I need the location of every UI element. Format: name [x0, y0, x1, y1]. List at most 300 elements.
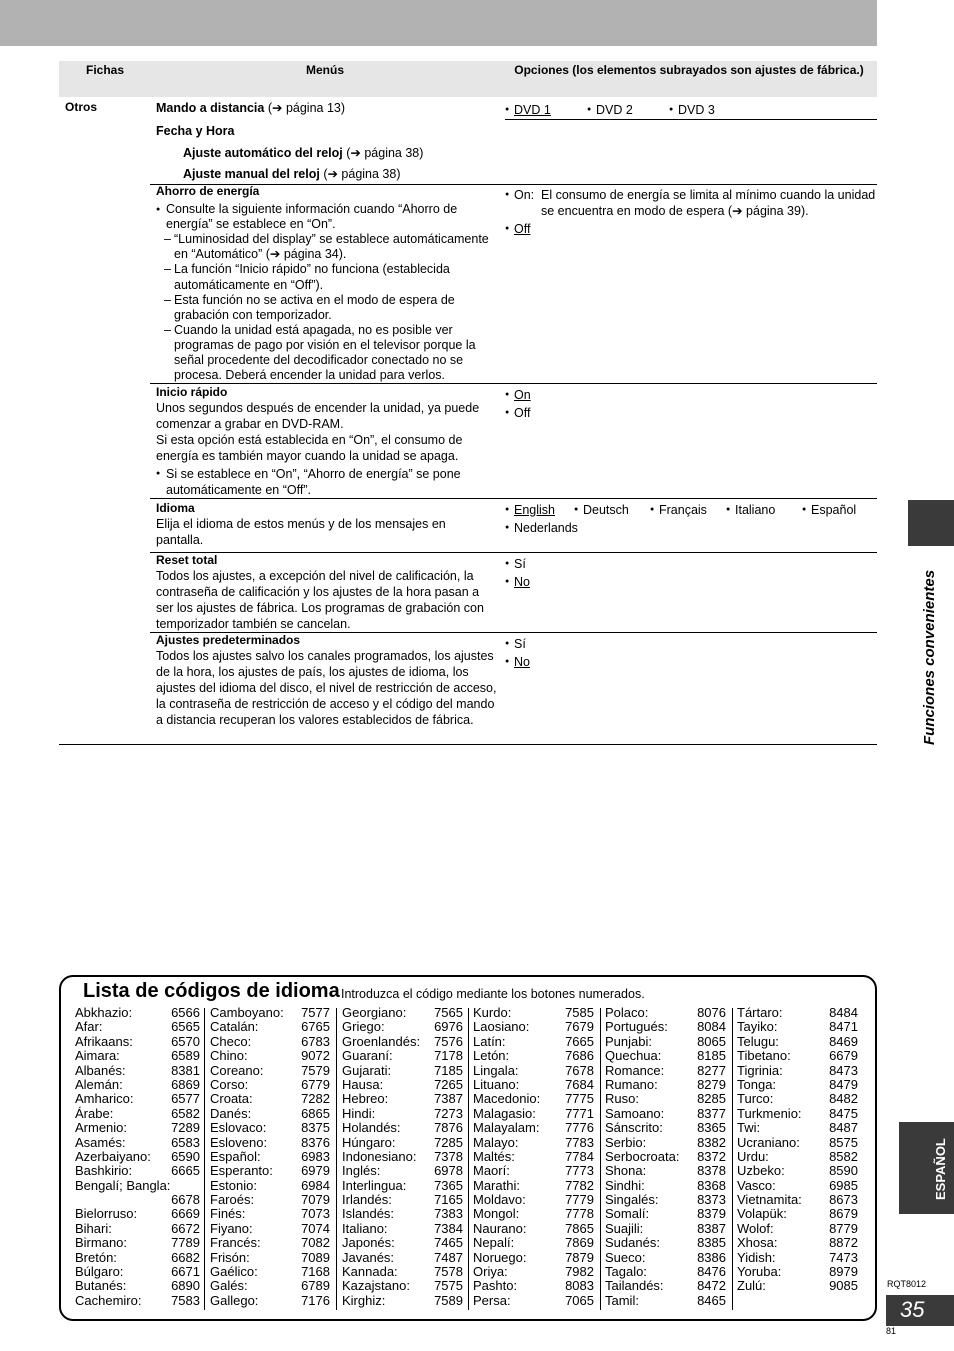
lang-name: Español:	[210, 1148, 261, 1164]
lang-code: 6566	[171, 1005, 200, 1020]
inicio-title: Inicio rápido	[156, 385, 228, 399]
lang-code-item	[737, 1164, 858, 1178]
lang-code: 6789	[301, 1278, 330, 1294]
lang-name: Suajili:	[605, 1220, 644, 1236]
lang-list-title: Lista de códigos de idioma	[83, 980, 340, 1002]
lang-name: Wolof:	[737, 1220, 774, 1236]
lang-name: Hindi:	[342, 1105, 376, 1121]
lang-name: Irlandés:	[342, 1192, 392, 1208]
option-espanol[interactable]: ● Español	[802, 501, 856, 519]
lang-code: 8469	[829, 1033, 858, 1049]
lang-code: 7576	[434, 1033, 463, 1049]
lang-code: 7282	[301, 1091, 330, 1107]
lang-code: 8065	[697, 1033, 726, 1049]
lang-name: Sindhi:	[605, 1177, 645, 1193]
lang-name: Georgiano:	[342, 1005, 407, 1020]
lang-code: 8285	[697, 1091, 726, 1107]
lang-code: 6976	[434, 1019, 463, 1035]
lang-name: Yidish:	[737, 1249, 776, 1265]
lang-name: Quechua:	[605, 1048, 662, 1064]
lang-code: 7168	[301, 1264, 330, 1280]
lang-name: Tailandés:	[605, 1278, 664, 1294]
lang-name: Polaco:	[605, 1005, 649, 1020]
column-separator	[336, 1008, 337, 1310]
lang-code: 7779	[565, 1192, 594, 1208]
lang-code-item	[737, 1006, 858, 1020]
lang-code: 6765	[301, 1019, 330, 1035]
lang-code: 7384	[434, 1220, 463, 1236]
lang-code: 8084	[697, 1019, 726, 1035]
lang-code: 7473	[829, 1249, 858, 1265]
lang-name: Volapük:	[737, 1206, 787, 1222]
lang-name: Serbocroata:	[605, 1148, 680, 1164]
lang-code: 6679	[829, 1048, 858, 1064]
lang-code-item	[342, 1064, 463, 1078]
lang-name: Danés:	[210, 1105, 252, 1121]
option-reset-no[interactable]: ● No	[505, 573, 530, 591]
option-nederlands[interactable]: ● Nederlands	[505, 519, 578, 537]
lang-code: 8277	[697, 1062, 726, 1078]
lang-code-item	[75, 1078, 200, 1092]
lang-code-item	[605, 1049, 726, 1063]
lang-code-item	[605, 1193, 726, 1207]
lang-code: 7165	[434, 1192, 463, 1208]
lang-name: Twi:	[737, 1120, 761, 1136]
lang-name: Esloveno:	[210, 1134, 268, 1150]
lang-code-item	[605, 1207, 726, 1221]
lang-code-item	[473, 1193, 594, 1207]
lang-code-item	[473, 1294, 594, 1308]
lang-name: Ruso:	[605, 1091, 639, 1107]
lang-code: 7176	[301, 1292, 330, 1308]
lang-code: 8382	[697, 1134, 726, 1150]
table-header	[59, 61, 877, 97]
lang-code-item	[605, 1136, 726, 1150]
lang-name: Guaraní:	[342, 1048, 393, 1064]
lang-code-item	[75, 1251, 200, 1265]
lang-code: 6582	[171, 1105, 200, 1121]
lang-code-item	[605, 1035, 726, 1049]
doc-code: RQT8012	[887, 1279, 927, 1289]
lang-name: Amharico:	[75, 1091, 134, 1107]
lang-name: Vietnamita:	[737, 1192, 802, 1208]
ahorro-options	[505, 187, 877, 237]
lang-name: Malayo:	[473, 1134, 519, 1150]
lang-code-item	[605, 1279, 726, 1293]
lang-name: Gaélico:	[210, 1264, 258, 1280]
lang-code: 7577	[301, 1005, 330, 1020]
lang-code-item	[342, 1107, 463, 1121]
lang-name: Singalés:	[605, 1192, 659, 1208]
lang-name: Catalán:	[210, 1019, 259, 1035]
lang-code-item	[75, 1049, 200, 1063]
lang-name: Afar:	[75, 1019, 103, 1035]
predet-text: Todos los ajustes salvo los canales programados, los ajustes de la hora, los ajustes de país, los ajustes de idioma, los ajustes del idioma del disco, el nivel de restricción de acceso, la contraseña de restricción de acceso y el código del mando a distancia recuperan los valores establecidos de fábrica.	[156, 649, 497, 727]
lang-code: 7565	[434, 1005, 463, 1020]
lang-code: 6678	[171, 1192, 200, 1208]
lang-code-item	[473, 1279, 594, 1293]
lang-name: Butanés:	[75, 1278, 127, 1294]
lang-code-item	[473, 1150, 594, 1164]
lang-name: Samoano:	[605, 1105, 665, 1121]
lang-code-item	[210, 1265, 330, 1279]
lang-code-item	[342, 1294, 463, 1308]
lang-code-item	[605, 1078, 726, 1092]
lang-name: Búlgaro:	[75, 1264, 124, 1280]
lang-code-item	[473, 1222, 594, 1236]
lang-code-item	[342, 1136, 463, 1150]
lang-code-item	[605, 1020, 726, 1034]
lang-name: Lituano:	[473, 1076, 520, 1092]
inicio-text1: Unos segundos después de encender la unidad, ya puede comenzar a grabar en DVD-RAM.	[156, 401, 480, 431]
lang-code: 8872	[829, 1235, 858, 1251]
reset-options	[505, 555, 530, 591]
lang-name: Albanés:	[75, 1062, 126, 1078]
lang-code-item	[605, 1107, 726, 1121]
lang-code: 7378	[434, 1148, 463, 1164]
lang-name: Kirghiz:	[342, 1292, 386, 1308]
option-ahorro-on[interactable]	[505, 187, 877, 219]
lang-name: Bashkirio:	[75, 1163, 133, 1179]
lang-name: Zulú:	[737, 1278, 766, 1294]
lang-name: Árabe:	[75, 1105, 114, 1121]
lang-code-item	[210, 1164, 330, 1178]
lang-code: 7865	[565, 1220, 594, 1236]
lang-name: Francés:	[210, 1235, 261, 1251]
lang-code-item	[737, 1222, 858, 1236]
option-predet-no[interactable]: ● No	[505, 653, 530, 671]
lang-name: Ucraniano:	[737, 1134, 800, 1150]
lang-name: Letón:	[473, 1048, 510, 1064]
lang-name: Turco:	[737, 1091, 774, 1107]
lang-code-item	[75, 1092, 200, 1106]
lang-name: Maorí:	[473, 1163, 510, 1179]
lang-code: 7579	[301, 1062, 330, 1078]
divider	[150, 498, 877, 499]
lang-name: Persa:	[473, 1292, 511, 1308]
header-fichas: Fichas	[85, 63, 124, 77]
option-deutsch[interactable]: ● Deutsch	[574, 501, 650, 519]
lang-name: Tibetano:	[737, 1048, 791, 1064]
lang-code: 8381	[171, 1062, 200, 1078]
lang-code: 7575	[434, 1278, 463, 1294]
lang-code-item	[342, 1092, 463, 1106]
lang-name: Armenio:	[75, 1120, 128, 1136]
lang-name: Latín:	[473, 1033, 506, 1049]
lang-code-item	[75, 1236, 200, 1250]
lang-name: Eslovaco:	[210, 1120, 267, 1136]
lang-code: 7178	[434, 1048, 463, 1064]
lang-column-5	[605, 1006, 726, 1308]
lang-code: 7776	[565, 1120, 594, 1136]
lang-code: 6985	[829, 1177, 858, 1193]
lang-name: Rumano:	[605, 1076, 658, 1092]
lang-name: Xhosa:	[737, 1235, 778, 1251]
lang-code: 8083	[565, 1278, 594, 1294]
lang-code-item	[605, 1265, 726, 1279]
lang-name: Interlingua:	[342, 1177, 407, 1193]
lang-code-item	[473, 1049, 594, 1063]
lang-code: 8673	[829, 1192, 858, 1208]
lang-code-item	[210, 1193, 330, 1207]
lang-code: 7684	[565, 1076, 594, 1092]
language-tab	[899, 1122, 954, 1214]
lang-code: 6978	[434, 1163, 463, 1179]
lang-code: 6589	[171, 1048, 200, 1064]
lang-name: Sueco:	[605, 1249, 646, 1265]
lang-code-item	[737, 1179, 858, 1193]
option-english[interactable]: ● English	[505, 501, 574, 519]
ahorro-bullet: ● Consulte la siguiente información cuando “Ahorro de energía” se establece en “On”.	[156, 202, 498, 232]
option-ahorro-off[interactable]: ● Off	[505, 221, 530, 237]
lang-code: 7583	[171, 1292, 200, 1308]
lang-code: 6984	[301, 1177, 330, 1193]
lang-code-item	[210, 1064, 330, 1078]
idioma-text: Elija el idioma de estos menús y de los mensajes en pantalla.	[156, 517, 446, 547]
lang-code-item	[473, 1078, 594, 1092]
option-italiano[interactable]: ● Italiano	[726, 501, 802, 519]
lang-code-item	[210, 1107, 330, 1121]
option-dvd1[interactable]: ● DVD 1	[505, 101, 587, 119]
lang-code: 7487	[434, 1249, 463, 1265]
lang-name: Frisón:	[210, 1249, 250, 1265]
lang-name: Malagasio:	[473, 1105, 536, 1121]
lang-column-3	[342, 1006, 463, 1308]
lang-name: Asamés:	[75, 1134, 126, 1150]
lang-code: 6671	[171, 1264, 200, 1280]
option-predet-si[interactable]: ● Sí	[505, 635, 526, 653]
lang-code: 6890	[171, 1278, 200, 1294]
option-inicio-on[interactable]: ● On	[505, 386, 531, 404]
manual-clock-title: Ajuste manual del reloj	[183, 167, 320, 181]
lang-code-item	[210, 1078, 330, 1092]
lang-code: 6869	[171, 1076, 200, 1092]
lang-list-intro: Introduzca el código mediante los botones numerados.	[341, 987, 645, 1001]
lang-name: Portugués:	[605, 1019, 668, 1035]
lang-name: Kannada:	[342, 1264, 398, 1280]
lang-name: Somalí:	[605, 1206, 650, 1222]
lang-code: 8484	[829, 1005, 858, 1020]
lang-name: Oriya:	[473, 1264, 508, 1280]
lang-code: 7879	[565, 1249, 594, 1265]
lang-code: 8279	[697, 1076, 726, 1092]
reset-text: Todos los ajustes, a excepción del nivel de calificación, la contraseña de calificación y los ajustes de la hora pasan a ser los ajustes de fábrica. Los programas de grabación con temporizador también se cancelan.	[156, 569, 484, 631]
mando-ref: (➔ página 13)	[264, 101, 346, 115]
lang-code-item	[210, 1236, 330, 1250]
lang-name: Uzbeko:	[737, 1163, 785, 1179]
lang-code: 8376	[301, 1134, 330, 1150]
side-marker	[908, 500, 954, 546]
lang-code-item	[342, 1222, 463, 1236]
lang-code-item	[737, 1265, 858, 1279]
lang-code-item	[75, 1035, 200, 1049]
lang-code: 8475	[829, 1105, 858, 1121]
lang-code-item	[473, 1035, 594, 1049]
lang-code: 6672	[171, 1220, 200, 1236]
lang-code: 9085	[829, 1278, 858, 1294]
lang-code: 6590	[171, 1148, 200, 1164]
lang-code: 8373	[697, 1192, 726, 1208]
lang-name: Moldavo:	[473, 1192, 526, 1208]
lang-name: Marathi:	[473, 1177, 520, 1193]
lang-code-item	[605, 1179, 726, 1193]
lang-code-item	[473, 1121, 594, 1135]
lang-name: Romance:	[605, 1062, 665, 1078]
page-number-box	[886, 1295, 954, 1326]
option-francais[interactable]: ● Français	[650, 501, 726, 519]
lang-code-item	[473, 1136, 594, 1150]
lang-code-item	[737, 1035, 858, 1049]
lang-code-item	[342, 1207, 463, 1221]
lang-code-item	[210, 1222, 330, 1236]
lang-code-item	[737, 1251, 858, 1265]
lang-code: 8590	[829, 1163, 858, 1179]
lang-name: Tagalo:	[605, 1264, 647, 1280]
mando-options	[505, 101, 715, 119]
lang-code-item	[605, 1222, 726, 1236]
lang-code: 8479	[829, 1076, 858, 1092]
lang-code-item	[210, 1179, 330, 1193]
lang-code-item	[210, 1020, 330, 1034]
lang-code: 8385	[697, 1235, 726, 1251]
lang-code: 7678	[565, 1062, 594, 1078]
lang-name: Chino:	[210, 1048, 248, 1064]
lang-code-item	[473, 1265, 594, 1279]
lang-code: 8379	[697, 1206, 726, 1222]
lang-code: 7273	[434, 1105, 463, 1121]
column-separator	[204, 1008, 205, 1310]
lang-code: 8372	[697, 1148, 726, 1164]
lang-code: 6665	[171, 1163, 200, 1179]
lang-code: 8575	[829, 1134, 858, 1150]
lang-code: 7679	[565, 1019, 594, 1035]
lang-name: Javanés:	[342, 1249, 395, 1265]
lang-name: Vasco:	[737, 1177, 776, 1193]
lang-code-item	[342, 1265, 463, 1279]
lang-code-item	[737, 1049, 858, 1063]
lang-code: 6783	[301, 1033, 330, 1049]
lang-name: Fiyano:	[210, 1220, 253, 1236]
page-number: 35	[900, 1297, 925, 1322]
lang-name: Urdu:	[737, 1148, 769, 1164]
lang-code-item	[75, 1179, 200, 1193]
lang-code-item	[210, 1136, 330, 1150]
lang-name: Laosiano:	[473, 1019, 530, 1035]
lang-code-item	[75, 1121, 200, 1135]
lang-name: Inglés:	[342, 1163, 381, 1179]
lang-name: Tonga:	[737, 1076, 777, 1092]
lang-name: Groenlandés:	[342, 1033, 421, 1049]
row-idioma	[156, 500, 456, 548]
lang-code: 8387	[697, 1220, 726, 1236]
lang-code: 7089	[301, 1249, 330, 1265]
lang-code: 8386	[697, 1249, 726, 1265]
idioma-options	[505, 501, 877, 537]
lang-name: Japonés:	[342, 1235, 395, 1251]
option-dvd3[interactable]: ● DVD 3	[669, 101, 715, 119]
lang-name: Serbio:	[605, 1134, 647, 1150]
lang-code-item	[737, 1107, 858, 1121]
header-menus: Menús	[305, 63, 344, 77]
lang-code: 7589	[434, 1292, 463, 1308]
lang-code-item	[210, 1150, 330, 1164]
fecha-title: Fecha y Hora	[156, 124, 235, 138]
lang-code-item	[75, 1107, 200, 1121]
lang-code-item	[473, 1064, 594, 1078]
lang-code: 7289	[171, 1120, 200, 1136]
lang-code-item	[605, 1251, 726, 1265]
lang-name: Hausa:	[342, 1076, 384, 1092]
lang-code-item	[210, 1035, 330, 1049]
lang-name: Lingala:	[473, 1062, 519, 1078]
lang-code: 8472	[697, 1278, 726, 1294]
ahorro-on-label: ● On:	[505, 187, 534, 203]
option-dvd2[interactable]: ● DVD 2	[587, 101, 669, 119]
lang-name: Camboyano:	[210, 1005, 284, 1020]
side-section-label	[899, 545, 938, 755]
lang-name: Kazajstano:	[342, 1278, 410, 1294]
lang-code-item	[210, 1121, 330, 1135]
lang-code: 7783	[565, 1134, 594, 1150]
lang-code-item	[342, 1150, 463, 1164]
lang-code-item	[737, 1279, 858, 1293]
lang-code-item	[75, 1265, 200, 1279]
top-band	[0, 0, 877, 46]
lang-code: 7365	[434, 1177, 463, 1193]
lang-code: 8377	[697, 1105, 726, 1121]
lang-code: 7686	[565, 1048, 594, 1064]
lang-code-item	[737, 1064, 858, 1078]
lang-name: Gallego:	[210, 1292, 259, 1308]
lang-code-item	[605, 1092, 726, 1106]
lang-code: 7265	[434, 1076, 463, 1092]
lang-name: Macedonio:	[473, 1091, 541, 1107]
lang-code-item	[342, 1006, 463, 1020]
lang-code: 6779	[301, 1076, 330, 1092]
lang-code: 7869	[565, 1235, 594, 1251]
inicio-options	[505, 386, 531, 422]
lang-name: Noruego:	[473, 1249, 527, 1265]
lang-code: 8582	[829, 1148, 858, 1164]
lang-code-item	[75, 1279, 200, 1293]
lang-name: Maltés:	[473, 1148, 515, 1164]
lang-name: Turkmenio:	[737, 1105, 802, 1121]
lang-code-item	[75, 1064, 200, 1078]
lang-code-item	[605, 1294, 726, 1308]
ahorro-dash-2: – La función “Inicio rápido” no funciona (establecida automáticamente en “Off”).	[156, 262, 498, 292]
option-reset-si[interactable]: ● Sí	[505, 555, 526, 573]
lang-code: 7079	[301, 1192, 330, 1208]
lang-code-item	[605, 1006, 726, 1020]
lang-name: Afrikaans:	[75, 1033, 133, 1049]
lang-code-item	[737, 1136, 858, 1150]
option-inicio-off[interactable]: ● Off	[505, 404, 530, 422]
lang-name: Húngaro:	[342, 1134, 396, 1150]
lang-code: 7387	[434, 1091, 463, 1107]
lang-code-item	[75, 1164, 200, 1178]
lang-code-item	[210, 1251, 330, 1265]
lang-name: Kurdo:	[473, 1005, 512, 1020]
lang-name: Alemán:	[75, 1076, 123, 1092]
lang-code: 8779	[829, 1220, 858, 1236]
lang-code: 8465	[697, 1292, 726, 1308]
lang-code-item	[75, 1193, 200, 1207]
predet-options	[505, 635, 530, 671]
ahorro-dash-3: – Esta función no se activa en el modo de espera de grabación con temporizador.	[156, 293, 498, 323]
lang-code-item	[473, 1020, 594, 1034]
lang-code-item	[737, 1236, 858, 1250]
lang-code: 6682	[171, 1249, 200, 1265]
